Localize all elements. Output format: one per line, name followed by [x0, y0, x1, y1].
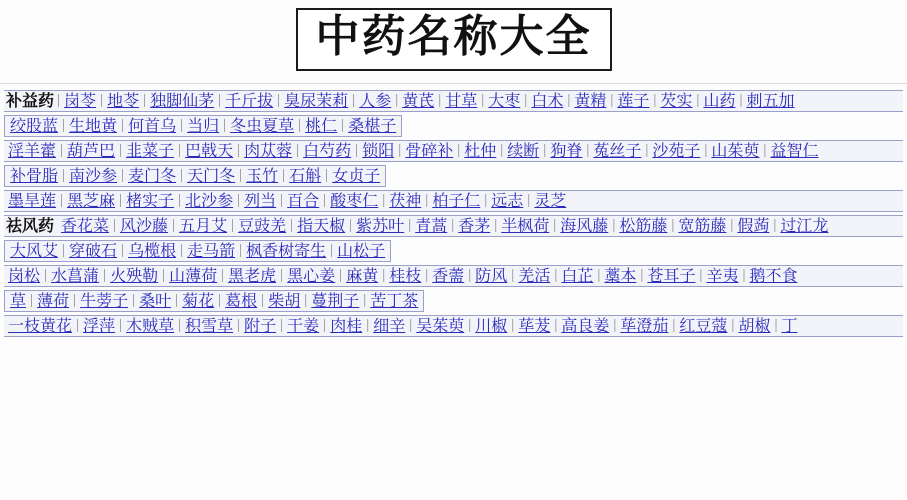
separator: |: [366, 317, 370, 334]
herb-link[interactable]: 酸枣仁: [330, 190, 379, 210]
separator: |: [132, 292, 136, 309]
separator: |: [237, 142, 241, 159]
separator: |: [395, 92, 399, 109]
separator: |: [60, 142, 64, 159]
herb-link[interactable]: 牛蒡子: [80, 290, 129, 310]
separator: |: [330, 242, 334, 259]
herb-link[interactable]: 草: [10, 290, 27, 310]
separator: |: [409, 317, 413, 334]
herb-link[interactable]: 火殃勒: [110, 265, 159, 285]
herb-link[interactable]: 何首乌: [128, 115, 177, 135]
herb-link[interactable]: 藁本: [604, 265, 637, 285]
herb-link[interactable]: 千斤拔: [225, 90, 274, 110]
herb-link[interactable]: 麻黄: [346, 265, 379, 285]
herb-link[interactable]: 木贼草: [126, 315, 175, 335]
herb-link[interactable]: 胡椒: [738, 315, 771, 335]
herb-link[interactable]: 补骨脂: [10, 165, 59, 185]
herb-link[interactable]: 柏子仁: [432, 190, 481, 210]
herb-link[interactable]: 黄芪: [402, 90, 435, 110]
term-row: [4, 140, 903, 162]
separator: |: [261, 292, 265, 309]
herb-link[interactable]: 苦丁茶: [370, 290, 419, 310]
separator: |: [425, 267, 429, 284]
herb-link[interactable]: 黑心姜: [287, 265, 336, 285]
herb-link[interactable]: 黑老虎: [228, 265, 277, 285]
separator: |: [425, 192, 429, 209]
separator: |: [610, 92, 614, 109]
herb-link[interactable]: 巴戟天: [185, 140, 234, 160]
herb-link[interactable]: 荜茇: [518, 315, 551, 335]
herb-link[interactable]: 桃仁: [305, 115, 338, 135]
separator: |: [554, 267, 558, 284]
herb-link[interactable]: 绞股蓝: [10, 115, 59, 135]
separator: |: [382, 267, 386, 284]
separator: |: [730, 217, 734, 234]
separator: |: [339, 267, 343, 284]
herb-link[interactable]: 穿破石: [69, 240, 118, 260]
herb-link[interactable]: 山茱萸: [711, 140, 760, 160]
herb-link[interactable]: 香薷: [432, 265, 465, 285]
herb-link[interactable]: 白术: [531, 90, 564, 110]
separator: |: [113, 217, 117, 234]
herb-link[interactable]: 丁: [781, 315, 798, 335]
herb-link[interactable]: 宽筋藤: [678, 215, 727, 235]
separator: |: [323, 192, 327, 209]
herb-link[interactable]: 高良姜: [561, 315, 610, 335]
separator: |: [121, 242, 125, 259]
separator: |: [612, 217, 616, 234]
separator: |: [774, 317, 778, 334]
separator: |: [62, 167, 66, 184]
herb-link[interactable]: 骨碎补: [405, 140, 454, 160]
separator: |: [175, 292, 179, 309]
separator: |: [742, 267, 746, 284]
separator: |: [408, 217, 412, 234]
separator: |: [180, 242, 184, 259]
herb-link[interactable]: 蔓荆子: [311, 290, 360, 310]
term-row: [4, 165, 903, 187]
herb-link[interactable]: 女贞子: [332, 165, 381, 185]
herb-link[interactable]: 人参: [359, 90, 392, 110]
term-row: [4, 215, 903, 237]
separator: |: [527, 192, 531, 209]
herb-link[interactable]: 豆豉羌: [238, 215, 287, 235]
herb-link[interactable]: 肉桂: [330, 315, 363, 335]
herb-link[interactable]: 香茅: [458, 215, 491, 235]
herb-link[interactable]: 菊花: [182, 290, 215, 310]
separator: |: [438, 92, 442, 109]
herb-link[interactable]: 益智仁: [770, 140, 819, 160]
herb-link[interactable]: 远志: [491, 190, 524, 210]
herb-link[interactable]: 杜仲: [464, 140, 497, 160]
separator: |: [44, 267, 48, 284]
term-group: [4, 290, 424, 312]
separator: |: [30, 292, 34, 309]
herb-link[interactable]: 指天椒: [297, 215, 346, 235]
separator: |: [143, 92, 147, 109]
separator: |: [280, 267, 284, 284]
herb-link[interactable]: 黑芝麻: [67, 190, 116, 210]
herb-link[interactable]: 天门冬: [187, 165, 236, 185]
separator: |: [763, 142, 767, 159]
separator: |: [511, 267, 515, 284]
separator: |: [554, 317, 558, 334]
herb-link[interactable]: 冬虫夏草: [230, 115, 295, 135]
herb-link[interactable]: 风沙藤: [120, 215, 169, 235]
separator: |: [277, 92, 281, 109]
separator: |: [280, 317, 284, 334]
herb-link[interactable]: 岗苓: [64, 90, 97, 110]
separator: |: [382, 192, 386, 209]
separator: |: [323, 317, 327, 334]
herb-link[interactable]: 百合: [287, 190, 320, 210]
separator: |: [468, 267, 472, 284]
term-row: [4, 240, 903, 262]
separator: |: [231, 217, 235, 234]
herb-link[interactable]: 生地黄: [69, 115, 118, 135]
separator: |: [62, 242, 66, 259]
page-title: 中药名称大全: [296, 8, 612, 71]
separator: |: [457, 142, 461, 159]
herb-link[interactable]: 黄精: [574, 90, 607, 110]
herb-link[interactable]: 莲子: [617, 90, 650, 110]
herb-link[interactable]: 紫苏叶: [356, 215, 405, 235]
herb-link[interactable]: 狗脊: [550, 140, 583, 160]
herb-link[interactable]: 芡实: [660, 90, 693, 110]
separator: |: [567, 92, 571, 109]
herb-link[interactable]: 海风藤: [560, 215, 609, 235]
separator: |: [218, 292, 222, 309]
separator: |: [282, 167, 286, 184]
separator: |: [731, 317, 735, 334]
separator: |: [280, 192, 284, 209]
herb-link[interactable]: 岗松: [8, 265, 41, 285]
separator: |: [290, 217, 294, 234]
separator: |: [341, 117, 345, 134]
herb-link[interactable]: 韭菜子: [126, 140, 175, 160]
herb-link[interactable]: 臭尿茉莉: [284, 90, 349, 110]
separator: |: [119, 142, 123, 159]
separator: |: [773, 217, 777, 234]
herb-link[interactable]: 菟丝子: [593, 140, 642, 160]
herb-link[interactable]: 防风: [475, 265, 508, 285]
herb-link[interactable]: 柴胡: [268, 290, 301, 310]
separator: |: [543, 142, 547, 159]
category-label: 补益药: [6, 90, 55, 110]
separator: |: [172, 217, 176, 234]
separator: |: [57, 92, 61, 109]
herb-link[interactable]: 灵芝: [534, 190, 567, 210]
herb-link[interactable]: 大枣: [488, 90, 521, 110]
herb-link[interactable]: 山薄荷: [169, 265, 218, 285]
separator: |: [468, 317, 472, 334]
herb-link[interactable]: 楮实子: [126, 190, 175, 210]
separator: |: [178, 317, 182, 334]
herb-link[interactable]: 墨旱莲: [8, 190, 57, 210]
separator: |: [121, 167, 125, 184]
herb-link[interactable]: 过江龙: [780, 215, 829, 235]
herb-link[interactable]: 浮萍: [83, 315, 116, 335]
herb-link[interactable]: 列当: [244, 190, 277, 210]
separator: |: [613, 317, 617, 334]
herb-link[interactable]: 地苓: [107, 90, 140, 110]
separator: |: [484, 192, 488, 209]
separator: |: [178, 142, 182, 159]
separator: |: [704, 142, 708, 159]
herb-link[interactable]: 玉竹: [246, 165, 279, 185]
herb-link[interactable]: 走马箭: [187, 240, 236, 260]
herb-link[interactable]: 刺五加: [746, 90, 795, 110]
separator: |: [640, 267, 644, 284]
herb-link[interactable]: 松筋藤: [619, 215, 668, 235]
separator: |: [739, 92, 743, 109]
separator: |: [524, 92, 528, 109]
separator: |: [180, 167, 184, 184]
separator: |: [398, 142, 402, 159]
page-title-container: [0, 0, 907, 81]
separator: |: [298, 117, 302, 134]
herb-link[interactable]: 白芍药: [303, 140, 352, 160]
term-row: [4, 265, 903, 287]
herb-link[interactable]: 甘草: [445, 90, 478, 110]
term-row: [4, 190, 903, 212]
herb-link[interactable]: 桑椹子: [348, 115, 397, 135]
herb-link[interactable]: 辛夷: [706, 265, 739, 285]
separator: |: [481, 92, 485, 109]
separator: |: [223, 117, 227, 134]
separator: |: [352, 92, 356, 109]
term-group: [4, 240, 391, 262]
herb-link[interactable]: 淫羊藿: [8, 140, 57, 160]
herb-link[interactable]: 当归: [187, 115, 220, 135]
section-bu-yi-yao: [4, 90, 903, 212]
term-row: [4, 90, 903, 112]
herb-link[interactable]: 羌活: [518, 265, 551, 285]
separator: |: [699, 267, 703, 284]
section-qu-feng-yao: [4, 215, 903, 337]
term-row: [4, 315, 903, 337]
separator: |: [178, 192, 182, 209]
herb-link[interactable]: 山松子: [337, 240, 386, 260]
herb-link[interactable]: 桑叶: [139, 290, 172, 310]
herb-list-content: [0, 90, 907, 337]
separator: |: [237, 317, 241, 334]
separator: |: [162, 267, 166, 284]
term-group: [4, 165, 386, 187]
separator: |: [239, 242, 243, 259]
herb-link[interactable]: 香花菜: [61, 215, 110, 235]
herb-link[interactable]: 水菖蒲: [51, 265, 100, 285]
separator: |: [304, 292, 308, 309]
separator: |: [355, 142, 359, 159]
separator: |: [239, 167, 243, 184]
category-label: 祛风药: [6, 215, 55, 235]
separator: |: [221, 267, 225, 284]
herb-link[interactable]: 肉苁蓉: [244, 140, 293, 160]
separator: |: [180, 117, 184, 134]
herb-link[interactable]: 续断: [507, 140, 540, 160]
separator: |: [672, 317, 676, 334]
separator: |: [363, 292, 367, 309]
herb-link[interactable]: 麦门冬: [128, 165, 177, 185]
separator: |: [511, 317, 515, 334]
herb-link[interactable]: 沙苑子: [652, 140, 701, 160]
separator: |: [553, 217, 557, 234]
separator: |: [62, 117, 66, 134]
separator: |: [500, 142, 504, 159]
herb-link[interactable]: 积雪草: [185, 315, 234, 335]
separator: |: [296, 142, 300, 159]
separator: |: [121, 117, 125, 134]
herb-link[interactable]: 白芷: [561, 265, 594, 285]
separator: |: [586, 142, 590, 159]
herb-link[interactable]: 乌榄根: [128, 240, 177, 260]
herb-link[interactable]: 附子: [244, 315, 277, 335]
herb-link[interactable]: 假蒟: [737, 215, 770, 235]
herb-link[interactable]: 独脚仙茅: [150, 90, 215, 110]
term-group: [4, 115, 402, 137]
herb-link[interactable]: 北沙参: [185, 190, 234, 210]
separator: |: [653, 92, 657, 109]
herb-link[interactable]: 红豆蔻: [679, 315, 728, 335]
herb-link[interactable]: 葫芦巴: [67, 140, 116, 160]
separator: |: [237, 192, 241, 209]
separator: |: [645, 142, 649, 159]
herb-link[interactable]: 锁阳: [362, 140, 395, 160]
separator: |: [325, 167, 329, 184]
herb-link[interactable]: 青蒿: [415, 215, 448, 235]
term-row: [4, 115, 903, 137]
herb-link[interactable]: 石斛: [289, 165, 322, 185]
herb-link[interactable]: 五月艾: [179, 215, 228, 235]
separator: |: [100, 92, 104, 109]
herb-link[interactable]: 枫香树寄生: [246, 240, 327, 260]
herb-link[interactable]: 细辛: [373, 315, 406, 335]
herb-link[interactable]: 苍耳子: [647, 265, 696, 285]
separator: |: [103, 267, 107, 284]
herb-link[interactable]: 一枝黄花: [8, 315, 73, 335]
separator: |: [76, 317, 80, 334]
herb-link[interactable]: 葛根: [225, 290, 258, 310]
separator: |: [60, 192, 64, 209]
separator: |: [218, 92, 222, 109]
separator: |: [494, 217, 498, 234]
herb-link[interactable]: 荜澄茄: [620, 315, 669, 335]
herb-link[interactable]: 半枫荷: [501, 215, 550, 235]
herb-link[interactable]: 干姜: [287, 315, 320, 335]
separator: |: [451, 217, 455, 234]
herb-link[interactable]: 薄荷: [37, 290, 70, 310]
separator: |: [349, 217, 353, 234]
herb-link[interactable]: 鹅不食: [749, 265, 798, 285]
herb-link[interactable]: 川椒: [475, 315, 508, 335]
herb-link[interactable]: 南沙参: [69, 165, 118, 185]
separator: |: [597, 267, 601, 284]
separator: |: [73, 292, 77, 309]
herb-link[interactable]: 大风艾: [10, 240, 59, 260]
term-row: [4, 290, 903, 312]
title-divider: [0, 83, 907, 84]
herb-link[interactable]: 茯神: [389, 190, 422, 210]
herb-link[interactable]: 山药: [703, 90, 736, 110]
separator: |: [119, 192, 123, 209]
herb-link[interactable]: 桂枝: [389, 265, 422, 285]
separator: |: [671, 217, 675, 234]
herb-link[interactable]: 吴茱萸: [416, 315, 465, 335]
separator: |: [119, 317, 123, 334]
separator: |: [696, 92, 700, 109]
